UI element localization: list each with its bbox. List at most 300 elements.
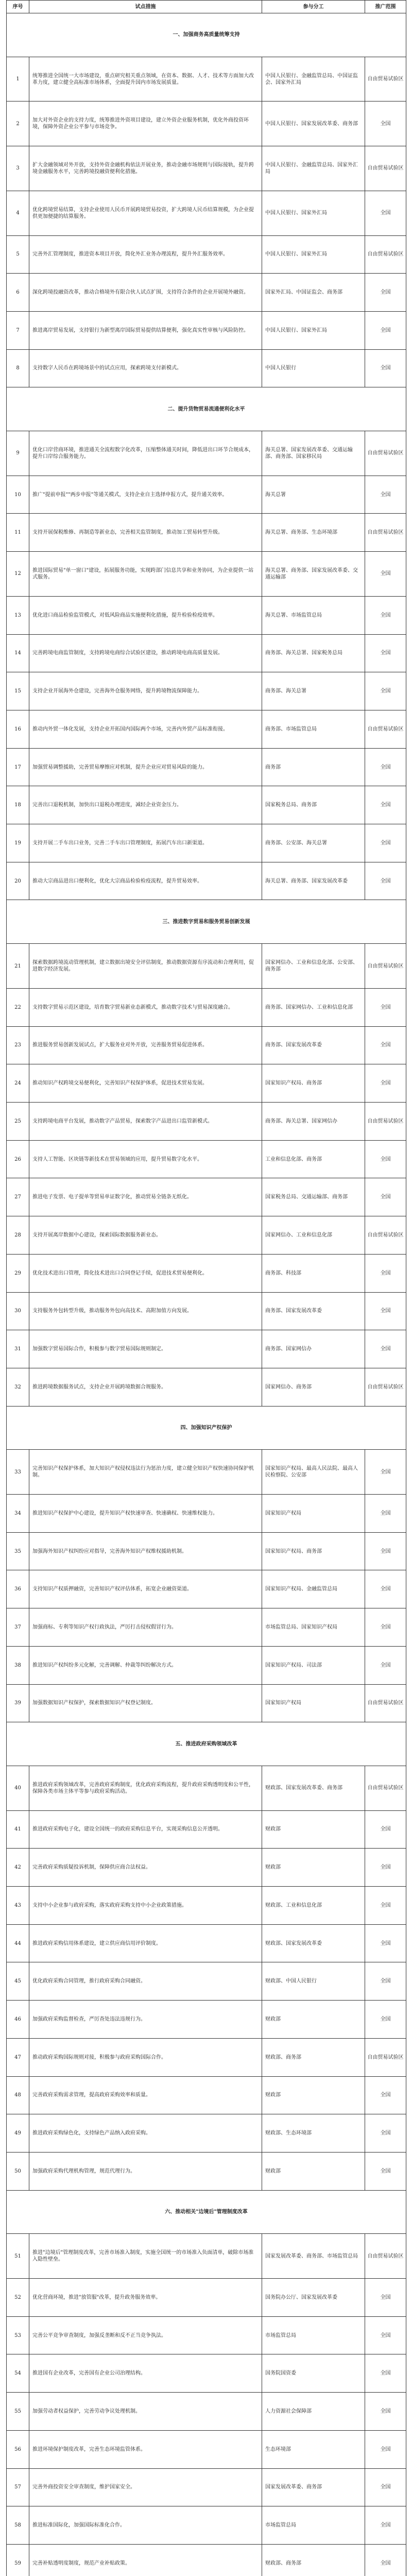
department-text: 财政部、中国人民银行 [262, 1962, 365, 2001]
table-row [7, 311, 406, 349]
row-number: 27 [7, 1178, 29, 1216]
scope-text: 全国 [365, 349, 406, 387]
measure-text: 推进环境保护制度改革，完善生态环境监管体系。 [29, 2430, 262, 2468]
scope-text: 全国 [365, 101, 406, 146]
table-row [7, 824, 406, 862]
scope-text: 自由贸易试验区 [365, 146, 406, 191]
table-row [7, 1532, 406, 1570]
scope-text: 全国 [365, 988, 406, 1026]
measure-text: 支持开展保税维修、再制造等新业态，完善相关监管制度，推动加工贸易转型升级。 [29, 514, 262, 552]
row-number: 52 [7, 2279, 29, 2317]
row-number: 26 [7, 1140, 29, 1178]
row-number: 41 [7, 1810, 29, 1849]
department-text: 商务部、国家发展改革委 [262, 1292, 365, 1330]
row-number: 37 [7, 1608, 29, 1647]
measure-text: 支持企业开展海外仓建设，完善海外仓服务网络，提升跨境物流保障能力。 [29, 672, 262, 710]
department-text: 国务院国资委 [262, 2354, 365, 2393]
measure-text: 支持开展离岸数据中心建设，探索国际数据服务新业态。 [29, 1216, 262, 1255]
department-text: 商务部、国家网信办、工业和信息化部 [262, 988, 365, 1026]
scope-text: 全国 [365, 2001, 406, 2039]
table-row [7, 1924, 406, 1962]
measure-text: 推进政府采购信用体系建设，建立供应商信用评价制度。 [29, 1924, 262, 1962]
measure-text: 支持知识产权质押融资，完善知识产权评估体系，拓宽企业融资渠道。 [29, 1570, 262, 1608]
section-title: 六、推动相关"边境后"管理制度改革 [7, 2190, 406, 2234]
scope-text: 全国 [365, 1849, 406, 1887]
measure-text: 完善补贴透明度制度，规范产业补贴政策。 [29, 2545, 262, 2576]
row-number: 28 [7, 1216, 29, 1255]
scope-text: 全国 [365, 862, 406, 900]
department-text: 财政部 [262, 2001, 365, 2039]
row-number: 11 [7, 514, 29, 552]
measure-text: 推进离岸贸易发展，支持银行为新型离岸国际贸易提供结算便利，强化真实性审核与风险防控。 [29, 311, 262, 349]
section-title: 五、推进政府采购领域改革 [7, 1722, 406, 1766]
scope-text: 全国 [365, 1140, 406, 1178]
table-row [7, 1887, 406, 1925]
department-text: 财政部、生态环境部 [262, 2114, 365, 2153]
table-row [7, 2234, 406, 2279]
department-text: 国务院办公厅、国家发展改革委 [262, 2279, 365, 2317]
measure-text: 支持中小企业参与政府采购，落实政府采购支持中小企业政策措施。 [29, 1887, 262, 1925]
header-dept: 参与分工 [262, 1, 365, 13]
row-number: 57 [7, 2468, 29, 2506]
scope-text: 全国 [365, 311, 406, 349]
table-row [7, 1810, 406, 1849]
scope-text: 自由贸易试验区 [365, 2234, 406, 2279]
row-number: 30 [7, 1292, 29, 1330]
measure-text: 扩大金融领域对外开放，支持外资金融机构依法开展业务，推动金融市场规则与国际接轨，提升跨境金融服务水平，完善跨境投融资便利化措施。 [29, 146, 262, 191]
department-text: 商务部、公安部、海关总署 [262, 824, 365, 862]
row-number: 53 [7, 2316, 29, 2354]
department-text: 国家税务总局、商务部 [262, 786, 365, 824]
measure-text: 推进政府采购领域改革，完善政府采购制度，优化政府采购流程，提升政府采购透明度和公平性，保障各类市场主体平等参与政府采购活动。 [29, 1766, 262, 1810]
row-number: 15 [7, 672, 29, 710]
department-text: 国家知识产权局、最高人民法院、最高人民检察院、公安部 [262, 1450, 365, 1495]
table-row [7, 1178, 406, 1216]
scope-text: 全国 [365, 1887, 406, 1925]
department-text: 国家知识产权局、金融监管总局 [262, 1570, 365, 1608]
row-number: 44 [7, 1924, 29, 1962]
measure-text: 优化跨境贸易结算，支持企业使用人民币开展跨境贸易投资，扩大跨境人民币结算规模，为企业提供更加便捷的结算服务。 [29, 191, 262, 235]
row-number: 43 [7, 1887, 29, 1925]
measures-table [6, 0, 406, 2576]
measure-text: 统筹推进全国统一大市场建设，重点研究相关重点领域，在资本、数据、人才、技术等方面加大改革力度，建立健全高标准市场体系，全面提升国内市场发展质量。 [29, 57, 262, 101]
table-row [7, 634, 406, 672]
measure-text: 加强数字贸易国际合作，积极参与数字贸易国际规则制定。 [29, 1330, 262, 1368]
table-row [7, 1450, 406, 1495]
scope-text: 全国 [365, 1254, 406, 1292]
scope-text: 全国 [365, 1026, 406, 1064]
scope-text: 自由贸易试验区 [365, 431, 406, 476]
section-title: 四、加强知识产权保护 [7, 1406, 406, 1450]
scope-text: 自由贸易试验区 [365, 1102, 406, 1140]
section-title: 一、加强商务高质量统筹支持 [7, 13, 406, 57]
measure-text: 优化进口商品检验监管模式，对低风险商品实施便利化措施，提升检验检疫效率。 [29, 596, 262, 634]
table-row [7, 1026, 406, 1064]
table-row [7, 2354, 406, 2393]
table-row [7, 514, 406, 552]
scope-text: 自由贸易试验区 [365, 514, 406, 552]
scope-text: 全国 [365, 1532, 406, 1570]
header-scope: 推广范围 [365, 1, 406, 13]
scope-text: 自由贸易试验区 [365, 1684, 406, 1722]
department-text: 中国人民银行、国家外汇局 [262, 311, 365, 349]
table-row [7, 1102, 406, 1140]
scope-text: 全国 [365, 2114, 406, 2153]
scope-text: 全国 [365, 1064, 406, 1103]
table-row [7, 57, 406, 101]
row-number: 8 [7, 349, 29, 387]
department-text: 商务部、海关总署 [262, 672, 365, 710]
table-row [7, 786, 406, 824]
scope-text: 全国 [365, 2545, 406, 2576]
table-row [7, 191, 406, 235]
measure-text: 完善公平竞争审查制度，加强反垄断和反不正当竞争执法。 [29, 2316, 262, 2354]
measure-text: 加强数据知识产权保护，探索数据知识产权登记制度。 [29, 1684, 262, 1722]
department-text: 海关总署、市场监管总局 [262, 596, 365, 634]
row-number: 48 [7, 2076, 29, 2114]
measure-text: 推进国有企业改革，完善国有企业公司治理结构。 [29, 2354, 262, 2393]
table-row [7, 2468, 406, 2506]
row-number: 16 [7, 710, 29, 748]
measure-text: 加强政府采购代理机构管理，规范代理行为。 [29, 2152, 262, 2190]
scope-text: 自由贸易试验区 [365, 944, 406, 989]
scope-text: 自由贸易试验区 [365, 1766, 406, 1810]
row-number: 58 [7, 2506, 29, 2545]
scope-text: 全国 [365, 824, 406, 862]
measure-text: 优化技术进出口管理，简化技术进出口合同登记手续，促进技术贸易便利化。 [29, 1254, 262, 1292]
table-row [7, 2076, 406, 2114]
scope-text: 全国 [365, 634, 406, 672]
table-row [7, 1216, 406, 1255]
header-no: 序号 [7, 1, 29, 13]
table-row [7, 2430, 406, 2468]
section-title: 三、推进数字贸易和服务贸易创新发展 [7, 900, 406, 944]
row-number: 10 [7, 476, 29, 514]
scope-text: 自由贸易试验区 [365, 1216, 406, 1255]
table-header-row [7, 1, 406, 13]
measure-text: 完善外商投资安全审查制度，维护国家安全。 [29, 2468, 262, 2506]
scope-text: 全国 [365, 2393, 406, 2431]
department-text: 国家网信办、工业和信息化部 [262, 1216, 365, 1255]
scope-text: 自由贸易试验区 [365, 57, 406, 101]
measure-text: 加强政府采购监督检查，严厉查处违法违规行为。 [29, 2001, 262, 2039]
department-text: 商务部、海关总署、国家网信办 [262, 1102, 365, 1140]
measure-text: 推动政府采购国际规则对接，积极参与政府采购国际合作。 [29, 2038, 262, 2076]
section-title: 二、提升货物贸易流通便利化水平 [7, 387, 406, 431]
table-row [7, 2001, 406, 2039]
measure-text: 探索数据跨境流动管理机制，建立数据出境安全评估制度，推动数据资源有序流动和合理利用，促进数字经济发展。 [29, 944, 262, 989]
section-row [7, 2190, 406, 2234]
table-row [7, 476, 406, 514]
row-number: 36 [7, 1570, 29, 1608]
table-row [7, 1684, 406, 1722]
table-row [7, 2506, 406, 2545]
department-text: 国家知识产权局 [262, 1684, 365, 1722]
section-row [7, 387, 406, 431]
document [6, 0, 406, 2576]
measure-text: 完善政府采购质疑投诉机制，保障供应商合法权益。 [29, 1849, 262, 1887]
measure-text: 完善跨境电商监管制度，支持跨境电商综合试验区建设，推动跨境电商高质量发展。 [29, 634, 262, 672]
row-number: 47 [7, 2038, 29, 2076]
scope-text: 全国 [365, 1646, 406, 1684]
table-row [7, 349, 406, 387]
measure-text: 加强商标、专利等知识产权行政执法，严厉打击侵权假冒行为。 [29, 1608, 262, 1647]
table-row [7, 596, 406, 634]
table-row [7, 2038, 406, 2076]
table-body [7, 13, 406, 2576]
department-text: 财政部 [262, 1849, 365, 1887]
table-row [7, 2152, 406, 2190]
department-text: 海关总署 [262, 476, 365, 514]
table-row [7, 1330, 406, 1368]
department-text: 国家知识产权局、司法部 [262, 1646, 365, 1684]
row-number: 50 [7, 2152, 29, 2190]
section-row [7, 1722, 406, 1766]
measure-text: 推进"边境后"管理制度改革，完善市场准入制度，实施全国统一的市场准入负面清单，破除市场准入隐性壁垒。 [29, 2234, 262, 2279]
row-number: 25 [7, 1102, 29, 1140]
row-number: 5 [7, 235, 29, 274]
department-text: 中国人民银行、金融监管总局、国家外汇局 [262, 146, 365, 191]
scope-text: 全国 [365, 2354, 406, 2393]
table-row [7, 1495, 406, 1533]
row-number: 2 [7, 101, 29, 146]
table-row [7, 101, 406, 146]
measure-text: 加强贸易调整援助，完善贸易摩擦应对机制，提升企业应对贸易风险的能力。 [29, 748, 262, 786]
row-number: 6 [7, 274, 29, 312]
row-number: 7 [7, 311, 29, 349]
scope-text: 全国 [365, 2152, 406, 2190]
row-number: 33 [7, 1450, 29, 1495]
scope-text: 全国 [365, 1962, 406, 2001]
row-number: 13 [7, 596, 29, 634]
row-number: 31 [7, 1330, 29, 1368]
department-text: 财政部、商务部 [262, 2545, 365, 2576]
row-number: 56 [7, 2430, 29, 2468]
row-number: 40 [7, 1766, 29, 1810]
row-number: 39 [7, 1684, 29, 1722]
department-text: 财政部 [262, 1810, 365, 1849]
department-text: 国家发展改革委、商务部、市场监管总局 [262, 2234, 365, 2279]
scope-text: 全国 [365, 1570, 406, 1608]
scope-text: 全国 [365, 2076, 406, 2114]
row-number: 38 [7, 1646, 29, 1684]
scope-text: 全国 [365, 1608, 406, 1647]
row-number: 20 [7, 862, 29, 900]
measure-text: 完善出口退税机制，加快出口退税办理进度，减轻企业资金压力。 [29, 786, 262, 824]
table-row [7, 1254, 406, 1292]
row-number: 54 [7, 2354, 29, 2393]
measure-text: 优化营商环境，推进"放管服"改革，提升政务服务效率。 [29, 2279, 262, 2317]
row-number: 21 [7, 944, 29, 989]
measure-text: 完善外汇管理制度，推进资本项目开放，简化外汇业务办理流程，提升外汇服务效率。 [29, 235, 262, 274]
table-row [7, 431, 406, 476]
department-text: 财政部、国家发展改革委、商务部 [262, 1766, 365, 1810]
scope-text: 全国 [365, 1178, 406, 1216]
measure-text: 深化跨境投融资改革，推动合格境外有限合伙人试点扩围，支持符合条件的企业开展境外融资。 [29, 274, 262, 312]
measure-text: 完善知识产权保护体系，加大知识产权侵权违法行为惩治力度，建立健全知识产权快速协同保护机制。 [29, 1450, 262, 1495]
measure-text: 优化政府采购合同管理，推行政府采购合同融资。 [29, 1962, 262, 2001]
department-text: 财政部、国家发展改革委 [262, 1924, 365, 1962]
row-number: 55 [7, 2393, 29, 2431]
scope-text: 全国 [365, 1924, 406, 1962]
measure-text: 推进政府采购绿色化，支持绿色产品纳入政府采购。 [29, 2114, 262, 2153]
department-text: 国家网信办、商务部 [262, 1368, 365, 1406]
scope-text: 全国 [365, 1495, 406, 1533]
department-text: 国家网信办、工业和信息化部、公安部、商务部 [262, 944, 365, 989]
measure-text: 推进服务贸易创新发展试点，扩大服务业对外开放，完善服务贸易促进体系。 [29, 1026, 262, 1064]
table-row [7, 2545, 406, 2576]
scope-text: 全国 [365, 1330, 406, 1368]
measure-text: 推进政府采购电子化，建设全国统一的政府采购信息平台，实现采购信息公开透明。 [29, 1810, 262, 1849]
row-number: 59 [7, 2545, 29, 2576]
row-number: 12 [7, 552, 29, 597]
department-text: 国家知识产权局、商务部 [262, 1064, 365, 1103]
department-text: 中国人民银行、国家外汇局 [262, 191, 365, 235]
table-row [7, 672, 406, 710]
measure-text: 支持人工智能、区块链等新技术在贸易领域的应用，提升贸易数字化水平。 [29, 1140, 262, 1178]
scope-text: 全国 [365, 552, 406, 597]
department-text: 中国人民银行、国家外汇局 [262, 235, 365, 274]
row-number: 29 [7, 1254, 29, 1292]
table-row [7, 1064, 406, 1103]
department-text: 中国人民银行、国家发展改革委、商务部 [262, 101, 365, 146]
section-row [7, 900, 406, 944]
department-text: 国家税务总局、交通运输部、商务部 [262, 1178, 365, 1216]
department-text: 海关总署、商务部、国家发展改革委 [262, 862, 365, 900]
table-row [7, 1849, 406, 1887]
department-text: 市场监管总局 [262, 2506, 365, 2545]
measure-text: 推进知识产权保护中心建设，提升知识产权快速审查、快速确权、快速维权能力。 [29, 1495, 262, 1533]
department-text: 国家外汇局、中国证监会、商务部 [262, 274, 365, 312]
department-text: 商务部 [262, 748, 365, 786]
department-text: 商务部、海关总署、国家税务总局 [262, 634, 365, 672]
row-number: 42 [7, 1849, 29, 1887]
table-row [7, 274, 406, 312]
row-number: 24 [7, 1064, 29, 1103]
scope-text: 全国 [365, 748, 406, 786]
scope-text: 自由贸易试验区 [365, 1368, 406, 1406]
table-row [7, 1368, 406, 1406]
table-row [7, 2393, 406, 2431]
department-text: 海关总署、国家发展改革委、交通运输部、商务部、国家移民局 [262, 431, 365, 476]
department-text: 财政部、工业和信息化部 [262, 1887, 365, 1925]
measure-text: 加强劳动者权益保护，完善劳动争议处理机制。 [29, 2393, 262, 2431]
row-number: 35 [7, 1532, 29, 1570]
scope-text: 全国 [365, 1292, 406, 1330]
department-text: 国家知识产权局、商务部 [262, 1532, 365, 1570]
table-row [7, 988, 406, 1026]
table-row [7, 1646, 406, 1684]
table-row [7, 2279, 406, 2317]
header-measure: 试点措施 [29, 1, 262, 13]
department-text: 财政部、商务部 [262, 2038, 365, 2076]
section-row [7, 13, 406, 57]
row-number: 49 [7, 2114, 29, 2153]
row-number: 4 [7, 191, 29, 235]
measure-text: 支持数字人民币在跨境场景中的试点应用，探索跨境支付新模式。 [29, 349, 262, 387]
measure-text: 推进国际贸易"单一窗口"建设，拓展服务功能，实现跨部门信息共享和业务协同，为企业提供一站式服务。 [29, 552, 262, 597]
department-text: 市场监管总局、国家知识产权局 [262, 1608, 365, 1647]
table-row [7, 862, 406, 900]
section-row [7, 1406, 406, 1450]
department-text: 海关总署、商务部、生态环境部 [262, 514, 365, 552]
row-number: 1 [7, 57, 29, 101]
department-text: 国家发展改革委、商务部 [262, 2468, 365, 2506]
measure-text: 推进跨境数据服务试点，支持企业开展跨境数据合规服务。 [29, 1368, 262, 1406]
measure-text: 推进电子发票、电子提单等贸易单证数字化，推动贸易全链条无纸化。 [29, 1178, 262, 1216]
department-text: 财政部 [262, 2152, 365, 2190]
table-row [7, 1570, 406, 1608]
row-number: 23 [7, 1026, 29, 1064]
row-number: 45 [7, 1962, 29, 2001]
department-text: 生态环境部 [262, 2430, 365, 2468]
table-row [7, 146, 406, 191]
table-row [7, 235, 406, 274]
row-number: 51 [7, 2234, 29, 2279]
scope-text: 全国 [365, 2279, 406, 2317]
department-text: 国家知识产权局 [262, 1495, 365, 1533]
table-row [7, 710, 406, 748]
department-text: 中国人民银行、金融监管总局、中国证监会、国家外汇局 [262, 57, 365, 101]
table-row [7, 2316, 406, 2354]
measure-text: 支持跨境电商平台发展，推动数字产品贸易，探索数字产品进出口监管新模式。 [29, 1102, 262, 1140]
department-text: 商务部、市场监管总局 [262, 710, 365, 748]
scope-text: 全国 [365, 596, 406, 634]
row-number: 14 [7, 634, 29, 672]
measure-text: 推动内外贸一体化发展，支持企业开拓国内国际两个市场，完善内外贸产品标准衔接。 [29, 710, 262, 748]
table-row [7, 1962, 406, 2001]
measure-text: 推动大宗商品进出口便利化，优化大宗商品检验检疫流程，提升贸易效率。 [29, 862, 262, 900]
measure-text: 支持开展二手车出口业务，完善二手车出口管理制度，拓展汽车出口新渠道。 [29, 824, 262, 862]
row-number: 18 [7, 786, 29, 824]
measure-text: 推广"提前申报""两步申报"等通关模式，支持企业自主选择申报方式，提升通关效率。 [29, 476, 262, 514]
row-number: 19 [7, 824, 29, 862]
scope-text: 全国 [365, 2316, 406, 2354]
row-number: 22 [7, 988, 29, 1026]
table-row [7, 552, 406, 597]
measure-text: 推进知识产权纠纷多元化解，完善调解、仲裁等纠纷解决方式。 [29, 1646, 262, 1684]
measure-text: 支持服务外包转型升级，推动服务外包向高技术、高附加值方向发展。 [29, 1292, 262, 1330]
scope-text: 全国 [365, 476, 406, 514]
row-number: 17 [7, 748, 29, 786]
row-number: 46 [7, 2001, 29, 2039]
table-row [7, 1140, 406, 1178]
department-text: 商务部、国家发展改革委 [262, 1026, 365, 1064]
scope-text: 全国 [365, 786, 406, 824]
measure-text: 优化口岸营商环境，推进通关全流程数字化改革，压缩整体通关时间，降低进出口环节合规成本，提升口岸综合服务能力。 [29, 431, 262, 476]
measure-text: 完善政府采购需求管理，提高政府采购效率和质量。 [29, 2076, 262, 2114]
department-text: 商务部、国家网信办 [262, 1330, 365, 1368]
measure-text: 支持数字贸易示范区建设，培育数字贸易新业态新模式，推动数字技术与贸易深度融合。 [29, 988, 262, 1026]
measure-text: 加大对外资企业的支持力度，统筹推进外资项目建设，建立外资企业服务机制，优化外商投资环境，保障外资企业公平参与市场竞争。 [29, 101, 262, 146]
table-row [7, 748, 406, 786]
department-text: 财政部 [262, 2076, 365, 2114]
table-row [7, 1608, 406, 1647]
scope-text: 全国 [365, 1450, 406, 1495]
table-row [7, 2114, 406, 2153]
scope-text: 自由贸易试验区 [365, 710, 406, 748]
scope-text: 自由贸易试验区 [365, 2038, 406, 2076]
scope-text: 全国 [365, 1810, 406, 1849]
scope-text: 全国 [365, 274, 406, 312]
measure-text: 推进标准国际化，加强国际标准化合作。 [29, 2506, 262, 2545]
table-row [7, 1766, 406, 1810]
department-text: 海关总署、商务部、国家发展改革委、交通运输部 [262, 552, 365, 597]
measure-text: 加强海外知识产权纠纷应对指导，完善海外知识产权维权援助机制。 [29, 1532, 262, 1570]
department-text: 中国人民银行 [262, 349, 365, 387]
measure-text: 推动知识产权跨境交易便利化，完善知识产权保护体系，促进技术贸易发展。 [29, 1064, 262, 1103]
row-number: 34 [7, 1495, 29, 1533]
